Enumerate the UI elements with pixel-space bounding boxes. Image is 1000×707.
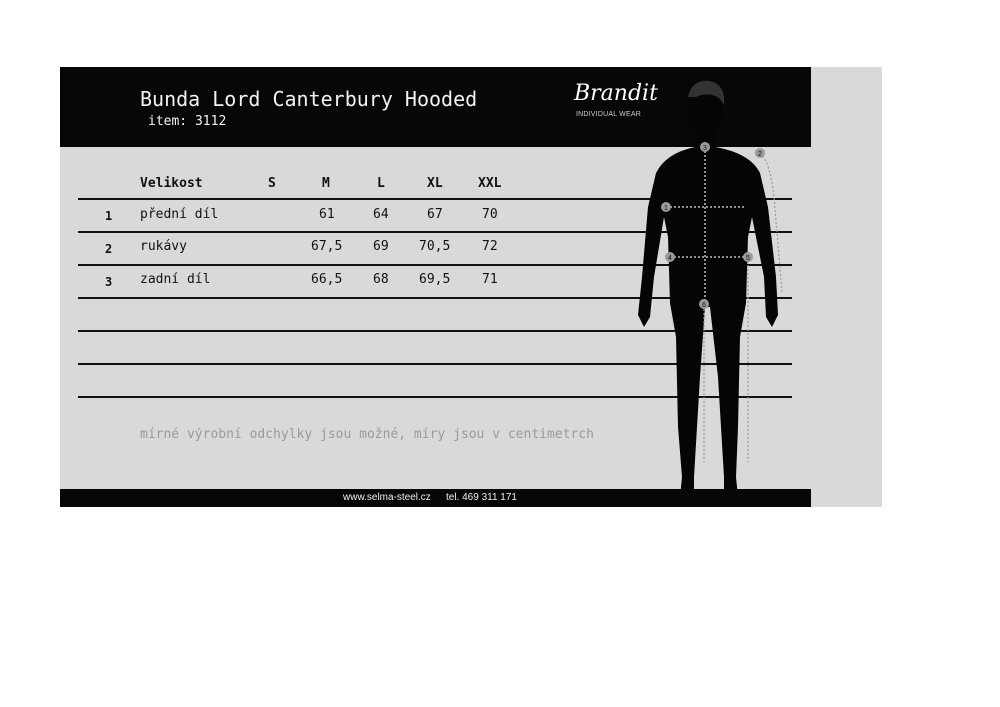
header-size-xxl: XXL xyxy=(478,176,502,191)
row-label: přední díl xyxy=(140,207,219,222)
table-cell: 68 xyxy=(373,272,389,287)
table-cell: 72 xyxy=(482,239,498,254)
brand-logo: Brandit xyxy=(574,81,658,106)
row-number: 2 xyxy=(105,242,113,256)
header-size-m: M xyxy=(322,176,330,191)
header-size-s: S xyxy=(268,176,276,191)
table-cell: 67 xyxy=(427,207,443,222)
figure-body xyxy=(638,133,778,497)
table-cell: 70,5 xyxy=(419,239,451,254)
marker-4-label: 4 xyxy=(668,255,672,262)
marker-2-label: 2 xyxy=(758,151,762,158)
row-number: 1 xyxy=(105,209,113,223)
website-link[interactable]: www.selma-steel.cz xyxy=(343,492,431,503)
marker-3-label: 3 xyxy=(703,145,707,152)
footer-bar xyxy=(60,489,811,507)
table-cell: 70 xyxy=(482,207,498,222)
item-number: item: 3112 xyxy=(148,114,227,129)
row-label: rukávy xyxy=(140,239,187,254)
table-cell: 69,5 xyxy=(419,272,451,287)
table-cell: 61 xyxy=(319,207,335,222)
table-cell: 67,5 xyxy=(311,239,343,254)
header-velikost: Velikost xyxy=(140,176,203,191)
brand-tagline: INDIVIDUAL WEAR xyxy=(576,111,641,118)
table-cell: 66,5 xyxy=(311,272,343,287)
measurement-figure xyxy=(620,77,790,502)
row-label: zadní díl xyxy=(140,272,211,287)
tolerance-note: mírné výrobní odchylky jsou možné, míry jsou v centimetrch xyxy=(140,427,594,442)
table-cell: 64 xyxy=(373,207,389,222)
marker-5-label: 5 xyxy=(746,255,750,262)
table-cell: 71 xyxy=(482,272,498,287)
marker-1-label: 1 xyxy=(664,205,668,212)
phone-number: tel. 469 311 171 xyxy=(446,492,517,503)
size-chart-card xyxy=(60,67,882,507)
marker-6-label: 6 xyxy=(702,302,706,309)
header-size-l: L xyxy=(377,176,385,191)
row-number: 3 xyxy=(105,275,113,289)
header-size-xl: XL xyxy=(427,176,443,191)
product-title: Bunda Lord Canterbury Hooded xyxy=(140,87,478,111)
table-cell: 69 xyxy=(373,239,389,254)
